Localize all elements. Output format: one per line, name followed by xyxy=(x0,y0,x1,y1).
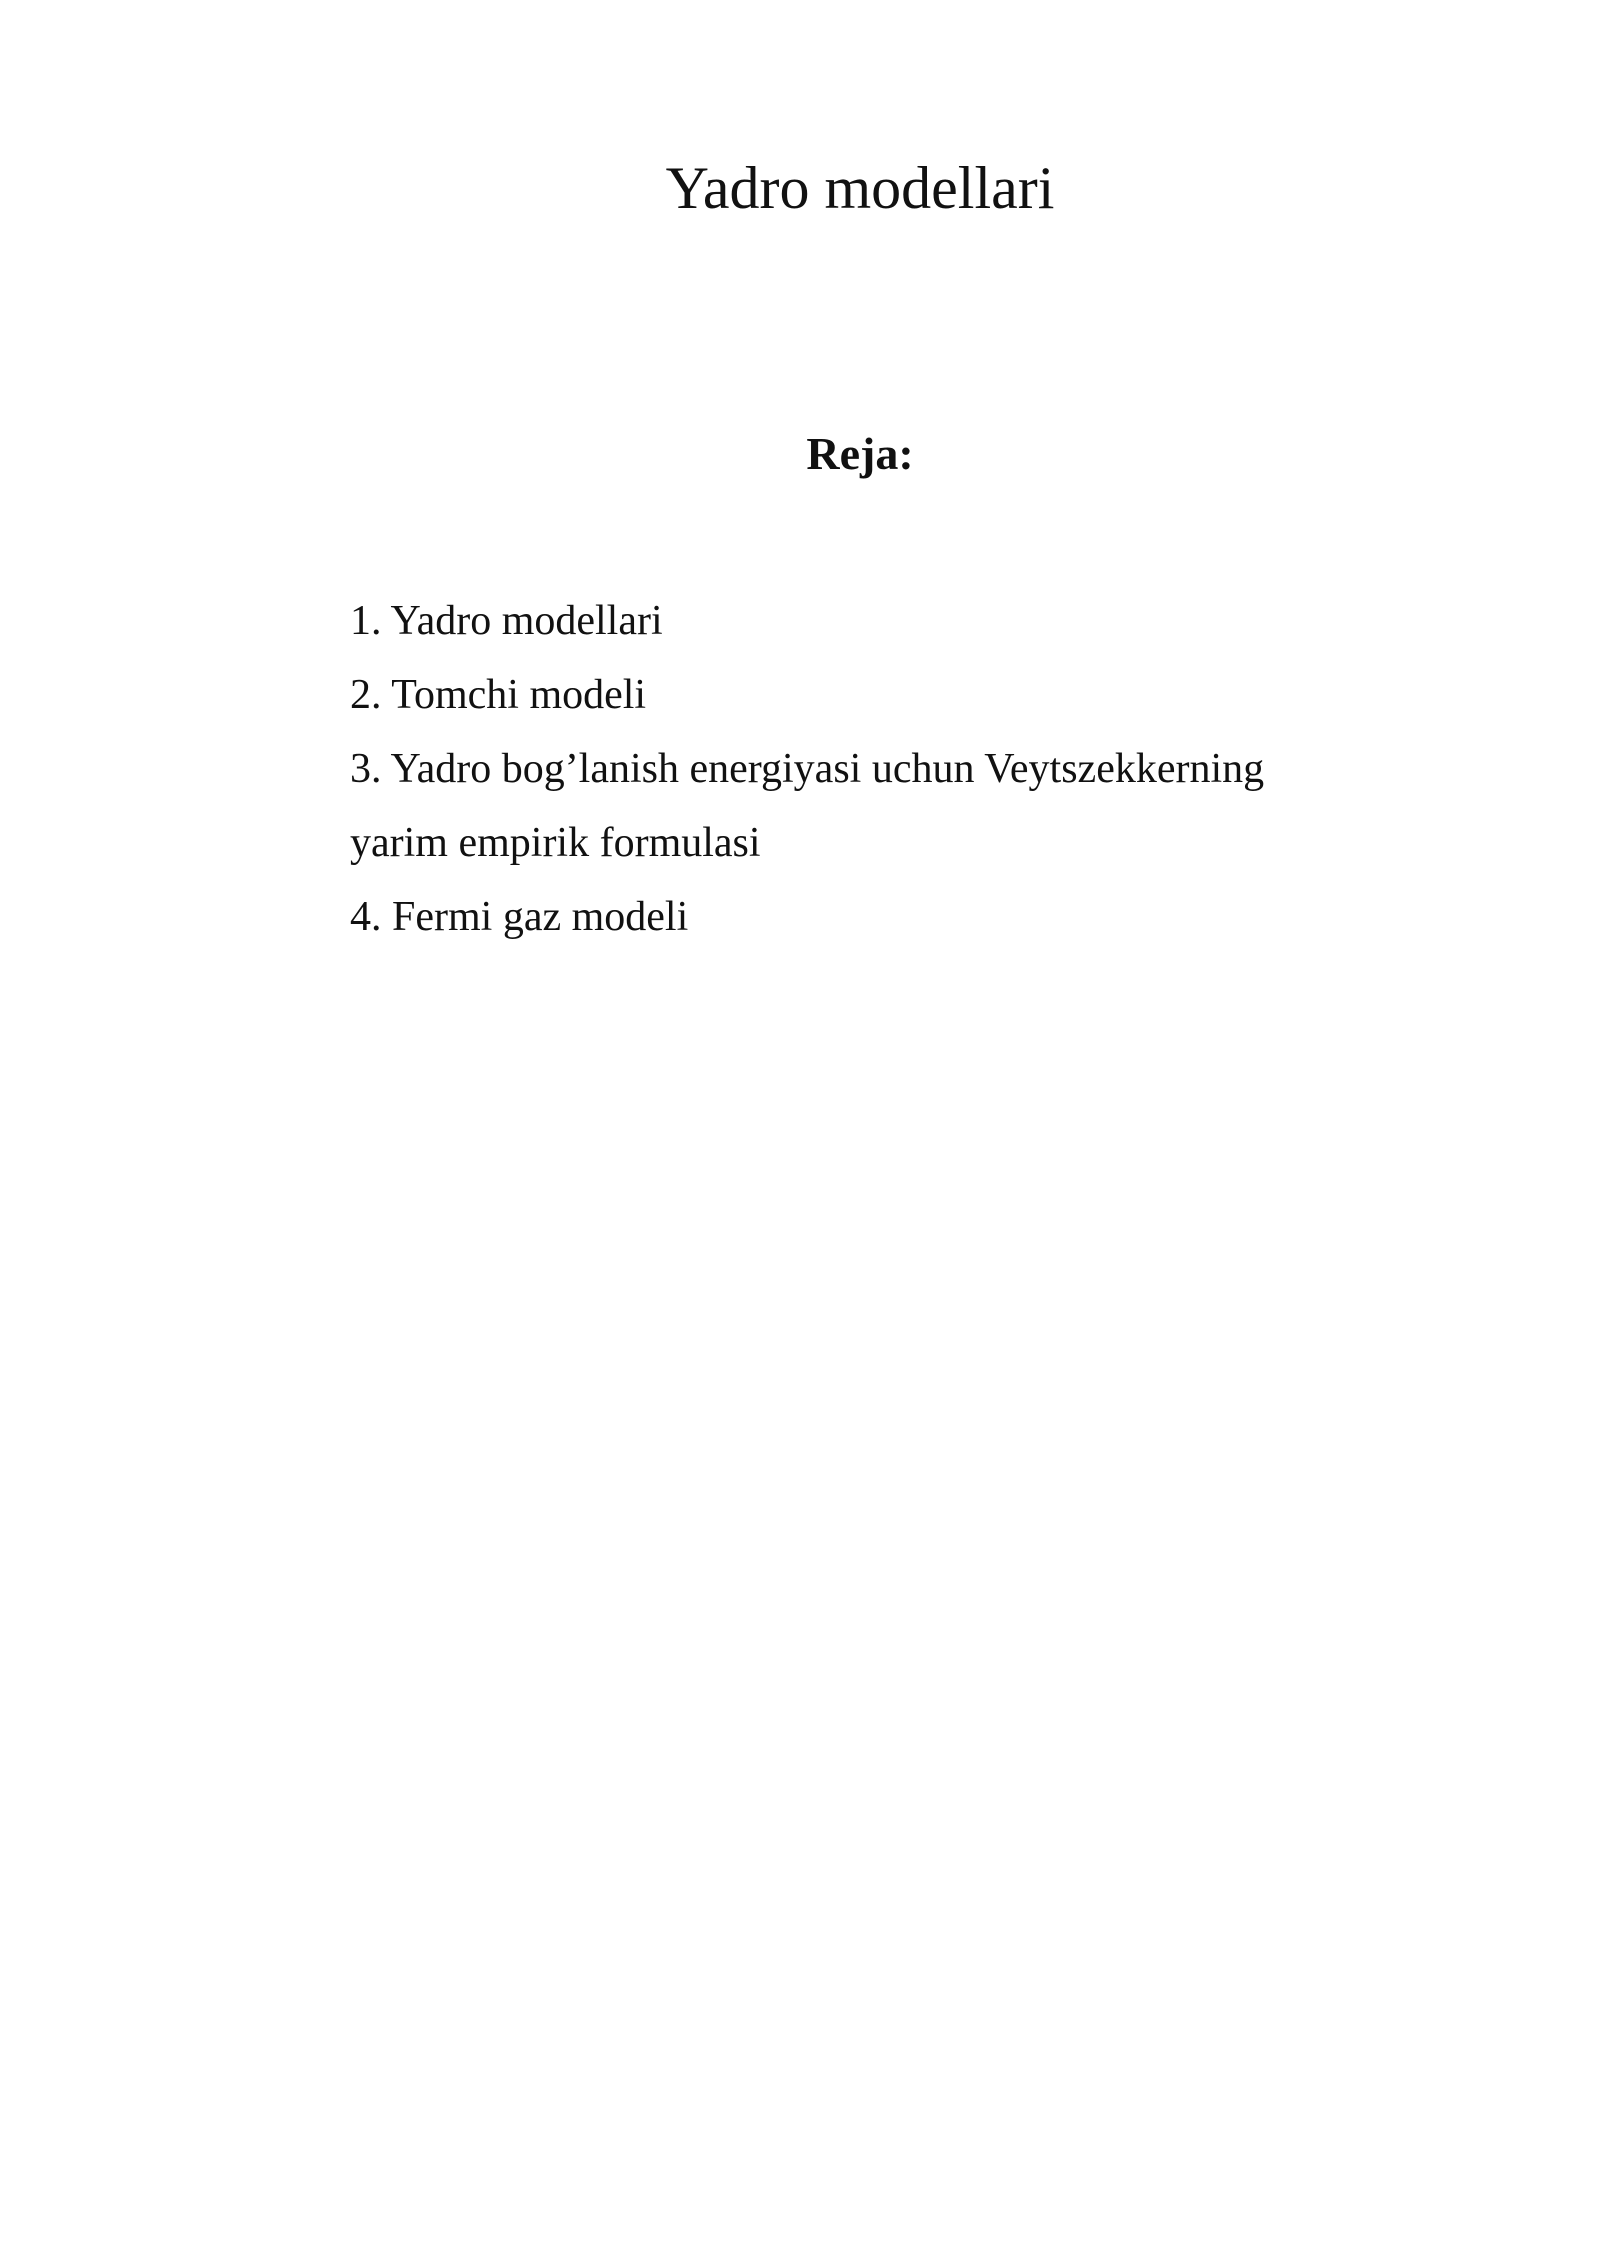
plan-item: 3. Yadro bog’lanish energiyasi uchun Veytszekkerning xyxy=(350,746,1265,792)
plan-item: 4. Fermi gaz modeli xyxy=(350,894,689,940)
plan-item-continuation: yarim empirik formulasi xyxy=(350,820,761,866)
plan-item: 1. Yadro modellari xyxy=(350,598,663,644)
plan-heading: Reja: xyxy=(806,428,914,479)
plan-list xyxy=(350,584,1350,954)
document-title: Yadro modellari xyxy=(665,155,1055,221)
plan-item: 2. Tomchi modeli xyxy=(350,672,647,718)
